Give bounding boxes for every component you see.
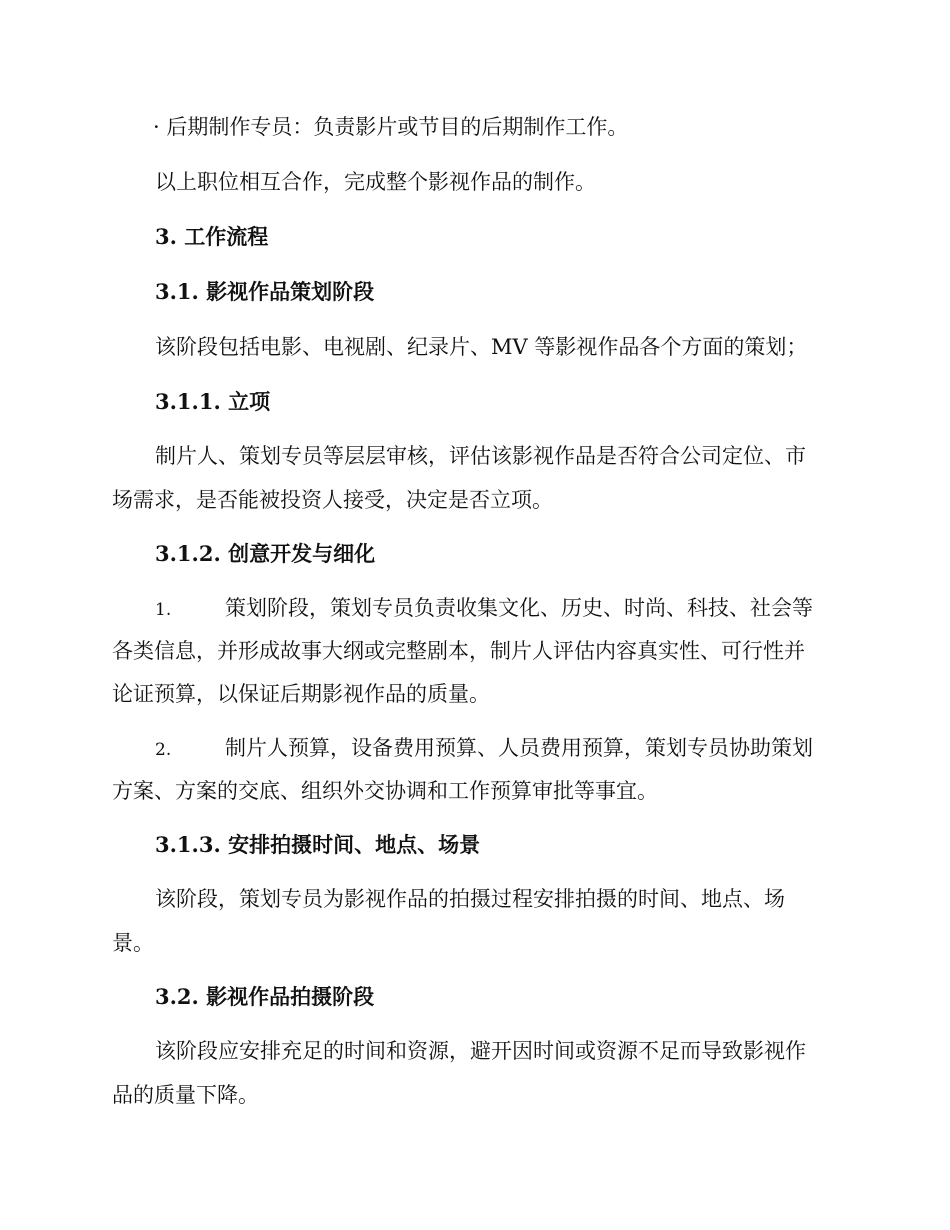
planning-stage-paragraph: 该阶段包括电影、电视剧、纪录片、MV 等影视作品各个方面的策划； (155, 335, 808, 359)
list-item-1-line-1 (155, 594, 813, 624)
list-item-1-line-3: 论证预算，以保证后期影视作品的质量。 (112, 682, 490, 706)
approval-paragraph-line-1: 制片人、策划专员等层层审核，评估该影视作品是否符合公司定位、市 (155, 444, 806, 468)
heading-planning-stage: 3.1. 影视作品策划阶段 (155, 279, 375, 304)
shooting-stage-paragraph-line-2: 品的质量下降。 (112, 1083, 259, 1107)
list-number-2: 2. (155, 740, 172, 760)
bullet-post-production: · 后期制作专员：负责影片或节目的后期制作工作。 (153, 115, 629, 139)
summary-paragraph: 以上职位相互合作，完成整个影视作品的制作。 (155, 170, 596, 194)
heading-shooting-schedule: 3.1.3. 安排拍摄时间、地点、场景 (155, 832, 481, 857)
list-item-1-line-2: 各类信息，并形成故事大纲或完整剧本，制片人评估内容真实性、可行性并 (112, 639, 805, 663)
shooting-stage-paragraph-line-1: 该阶段应安排充足的时间和资源，避开因时间或资源不足而导致影视作 (155, 1039, 806, 1063)
heading-workflow: 3. 工作流程 (155, 224, 269, 249)
list-item-1-text: 策划阶段，策划专员负责收集文化、历史、时尚、科技、社会等 (225, 596, 813, 620)
schedule-paragraph-line-1: 该阶段，策划专员为影视作品的拍摄过程安排拍摄的时间、地点、场 (155, 887, 785, 911)
list-item-2-line-1 (155, 734, 813, 764)
list-number-1: 1. (155, 600, 172, 620)
heading-project-approval: 3.1.1. 立项 (155, 389, 271, 414)
schedule-paragraph-line-2: 景。 (112, 931, 154, 955)
heading-creative-development: 3.1.2. 创意开发与细化 (155, 541, 376, 566)
approval-paragraph-line-2: 场需求，是否能被投资人接受，决定是否立项。 (112, 488, 553, 512)
list-item-2-line-2: 方案、方案的交底、组织外交协调和工作预算审批等事宜。 (112, 779, 658, 803)
list-item-2-text: 制片人预算，设备费用预算、人员费用预算，策划专员协助策划 (225, 736, 813, 760)
heading-shooting-stage: 3.2. 影视作品拍摄阶段 (155, 984, 375, 1009)
